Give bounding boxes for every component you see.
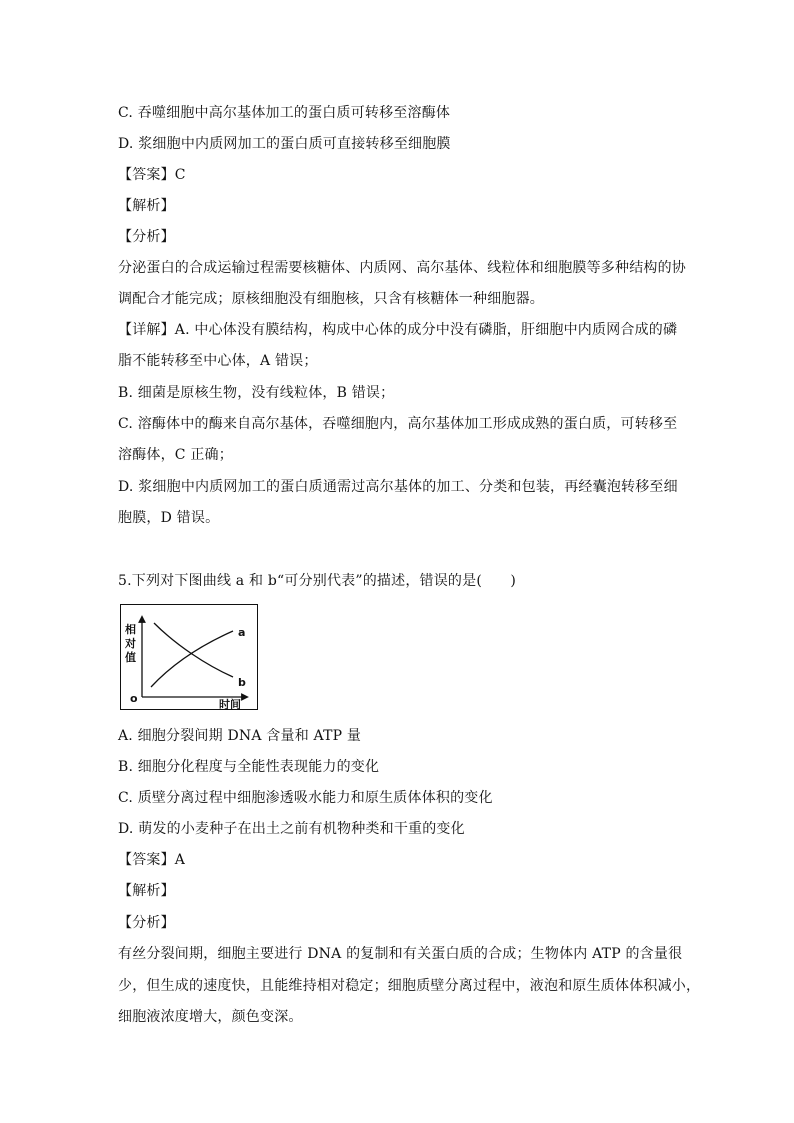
analysis5-line-2: 少，但生成的速度快，且能维持相对稳定；细胞质壁分离过程中，液泡和原生质体体积减小， [118,978,701,994]
question-5-stem: 5.下列对下图曲线 a 和 b“可分别代表”的描述，错误的是( ) [118,573,517,589]
fenxi-label-5: 【分析】 [118,915,175,931]
curve-a-label: a [238,626,246,639]
jiexi-label-5: 【解析】 [118,883,175,899]
detail-d-2: 胞膜，D 错误。 [118,510,220,526]
answer-label-5: 【答案】A [118,852,186,868]
ylabel-char-3: 值 [125,651,136,664]
detail-d-1: D. 浆细胞中内质网加工的蛋白质通需过高尔基体的加工、分类和包装，再经囊泡转移至细 [118,479,678,495]
analysis5-line-1: 有丝分裂间期，细胞主要进行 DNA 的复制和有关蛋白质的合成；生物体内 ATP 的含量很 [118,946,683,962]
detail-line-2: 脂不能转移至中心体，A 错误； [118,353,318,369]
xlabel: 时间 [219,698,241,711]
option-c-prev: C. 吞噬细胞中高尔基体加工的蛋白质可转移至溶酶体 [118,105,451,121]
analysis5-line-3: 细胞液浓度增大，颜色变深。 [118,1009,303,1025]
option-d: D. 萌发的小麦种子在出土之前有机物种类和干重的变化 [118,821,465,837]
analysis-line-2: 调配合才能完成；原核细胞没有细胞核，只含有核糖体一种细胞器。 [118,291,544,307]
detail-line-1: 【详解】A. 中心体没有膜结构，构成中心体的成分中没有磷脂，肝细胞中内质网合成的磷 [118,322,678,338]
detail-c-1: C. 溶酶体中的酶来自高尔基体，吞噬细胞内，高尔基体加工形成成熟的蛋白质，可转移至 [118,416,678,432]
curve-b-line [154,623,233,677]
curve-figure [120,604,258,710]
detail-b: B. 细菌是原核生物，没有线粒体，B 错误； [118,385,395,401]
curve-a-line [151,631,233,687]
analysis-line-1: 分泌蛋白的合成运输过程需要核糖体、内质网、高尔基体、线粒体和细胞膜等多种结构的协 [118,260,686,276]
ylabel-char-2: 对 [125,637,136,650]
option-c: C. 质壁分离过程中细胞渗透吸水能力和原生质体体积的变化 [118,790,493,806]
origin-label: o [130,692,138,705]
option-b: B. 细胞分化程度与全能性表现能力的变化 [118,759,380,775]
answer-label: 【答案】C [118,167,186,183]
ylabel-char-1: 相 [125,623,136,636]
option-d-prev: D. 浆细胞中内质网加工的蛋白质可直接转移至细胞膜 [118,136,451,152]
curve-diagram [121,605,259,711]
fenxi-label: 【分析】 [118,229,175,245]
curve-b-label: b [238,676,246,689]
option-a: A. 细胞分裂间期 DNA 含量和 ATP 量 [118,728,362,744]
jiexi-label: 【解析】 [118,198,175,214]
detail-c-2: 溶酶体，C 正确； [118,447,233,463]
